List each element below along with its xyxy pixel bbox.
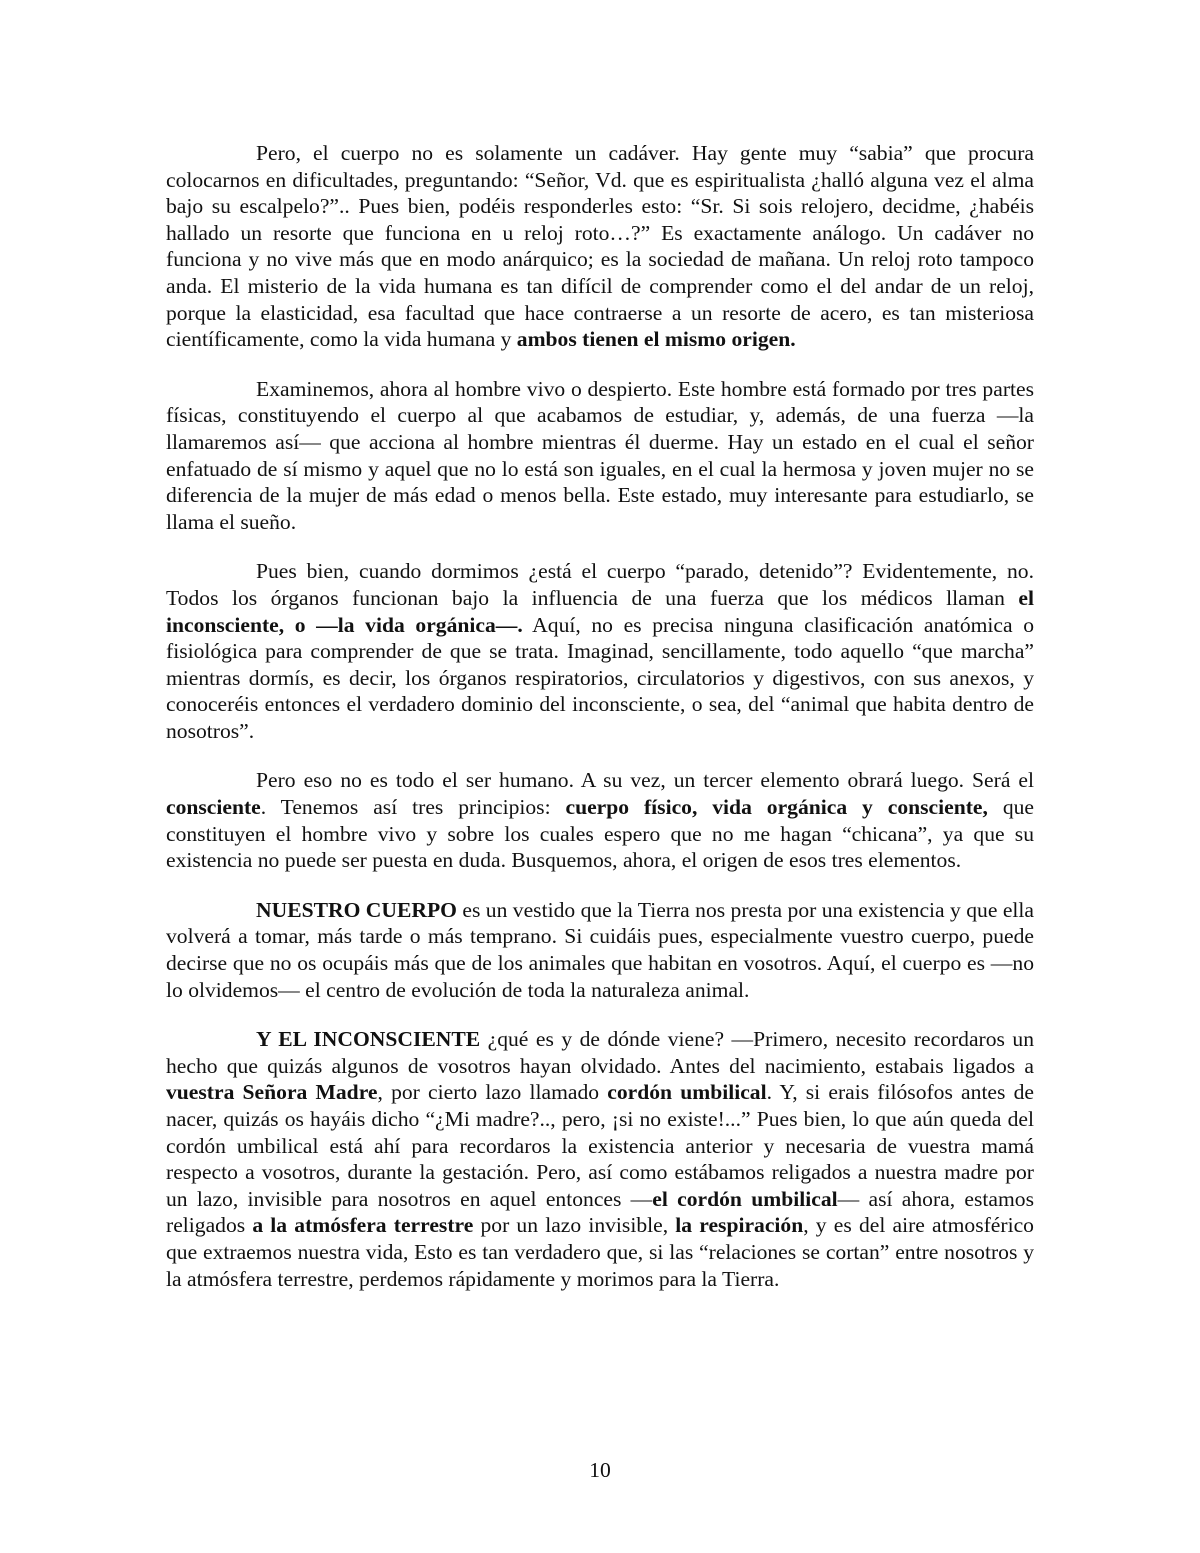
bold-text-run: el cordón umbilical [652, 1186, 838, 1211]
bold-text-run: ambos tienen el mismo origen. [516, 327, 796, 352]
paragraph-3 [166, 558, 1034, 744]
bold-text-run: a la atmósfera terrestre [252, 1213, 474, 1238]
text-run: Examinemos, ahora al hombre vivo o despierto. Este hombre está formado por tres partes físicas, constituyendo el cuerpo al que acabamos de estudiar, y, además, de una fuerza —la llamaremos así— que acciona al hombre mientras él duerme. Hay un estado en el cual el señor enfatuado de sí mismo y aquel que no lo está son iguales, en el cual la hermosa y joven mujer no se diferencia de la mujer de más edad o menos bella. Este estado, muy interesante para estudiarlo, se llama el sueño. [166, 376, 1034, 534]
bold-text-run: consciente [166, 795, 261, 820]
text-run: que constituyen el hombre vivo y sobre los cuales espero que no me hagan “chicana”, ya que su existencia no puede ser puesta en duda. Busquemos, ahora, el origen de esos tres elementos. [166, 795, 1035, 873]
bold-text-run: cuerpo físico, vida orgánica y consciente, [565, 795, 988, 820]
bold-text-run: cordón umbilical [607, 1080, 767, 1105]
text-run: Aquí, no es precisa ninguna clasificación anatómica o fisiológica para comprender de que se trata. Imaginad, sencillamente, todo aquello “que marcha” mientras dormís, es decir, los órganos respiratorios, circulatorios y digestivos, con sus anexos, y conoceréis entonces el verdadero dominio del inconsciente, o sea, del “animal que habita dentro de nosotros”. [166, 612, 1034, 743]
text-run: por un lazo invisible, [473, 1213, 676, 1238]
paragraph-6 [166, 1026, 1034, 1292]
paragraph-4 [166, 767, 1034, 873]
text-run: Pero, el cuerpo no es solamente un cadáver. Hay gente muy “sabia” que procura colocarnos en dificultades, preguntando: “Señor, Vd. que es espiritualista ¿halló alguna vez el alma bajo su escalpelo?”.. Pues bien, podéis responderles esto: “Sr. Si sois relojero, decidme, ¿habéis hallado un resorte que funciona en u reloj roto…?” Es exactamente análogo. Un cadáver no funciona y no vive más que en modo anárquico; es la sociedad de mañana. Un reloj roto tampoco anda. El misterio de la vida humana es tan difícil de comprender como el del andar de un reloj, porque la elasticidad, esa facultad que hace contraerse a un resorte de acero, es tan misteriosa científicamente, como la vida humana y [166, 141, 1034, 352]
page-body [166, 140, 1034, 1315]
page-number: 10 [589, 1458, 611, 1482]
bold-text-run: la respiración [675, 1213, 804, 1238]
text-run: , por cierto lazo llamado [377, 1080, 608, 1105]
bold-text-run: Y EL INCONSCIENTE [256, 1027, 481, 1052]
bold-text-run: vuestra Señora Madre [166, 1080, 378, 1105]
text-run: ¿qué es y de dónde viene? —Primero, necesito recordaros un hecho que quizás algunos de vosotros hayan olvidado. Antes del nacimiento, estabais ligados a [166, 1027, 1034, 1078]
text-run: . Tenemos así tres principios: [260, 795, 566, 820]
paragraph-5 [166, 897, 1034, 1003]
paragraph-1 [166, 140, 1034, 353]
bold-text-run: el inconsciente, o —la vida orgánica—. [166, 585, 1034, 637]
text-run: es un vestido que la Tierra nos presta por una existencia y que ella volverá a tomar, más tarde o más temprano. Si cuidáis pues, especialmente vuestro cuerpo, puede decirse que no os ocupáis más que de los animales que habitan en vosotros. Aquí, el cuerpo es —no lo olvidemos— el centro de evolución de toda la naturaleza animal. [166, 897, 1034, 1002]
text-run: Pero eso no es todo el ser humano. A su vez, un tercer elemento obrará luego. Será el [256, 768, 1034, 793]
text-run: . Y, si erais filósofos antes de nacer, quizás os hayáis dicho “¿Mi madre?.., pero, ¡si no existe!...” Pues bien, lo que aún queda del cordón umbilical está ahí para recordaros la existencia anterior y necesaria de vuestra mamá respecto a vosotros, durante la gestación. Pero, así como estábamos religados a nuestra madre por un lazo, invisible para nosotros en aquel entonces — [166, 1080, 1034, 1211]
paragraph-2 [166, 376, 1034, 536]
text-run: Pues bien, cuando dormimos ¿está el cuerpo “parado, detenido”? Evidentemente, no. Todos los órganos funcionan bajo la influencia de una fuerza que los médicos llaman [166, 559, 1034, 610]
bold-text-run: NUESTRO CUERPO [256, 897, 457, 922]
text-run: , y es del aire atmosférico que extraemos nuestra vida, Esto es tan verdadero que, si las “relaciones se cortan” entre nosotros y la atmósfera terrestre, perdemos rápidamente y morimos para la Tierra. [166, 1213, 1034, 1291]
text-run: — así ahora, estamos religados [166, 1186, 1034, 1238]
